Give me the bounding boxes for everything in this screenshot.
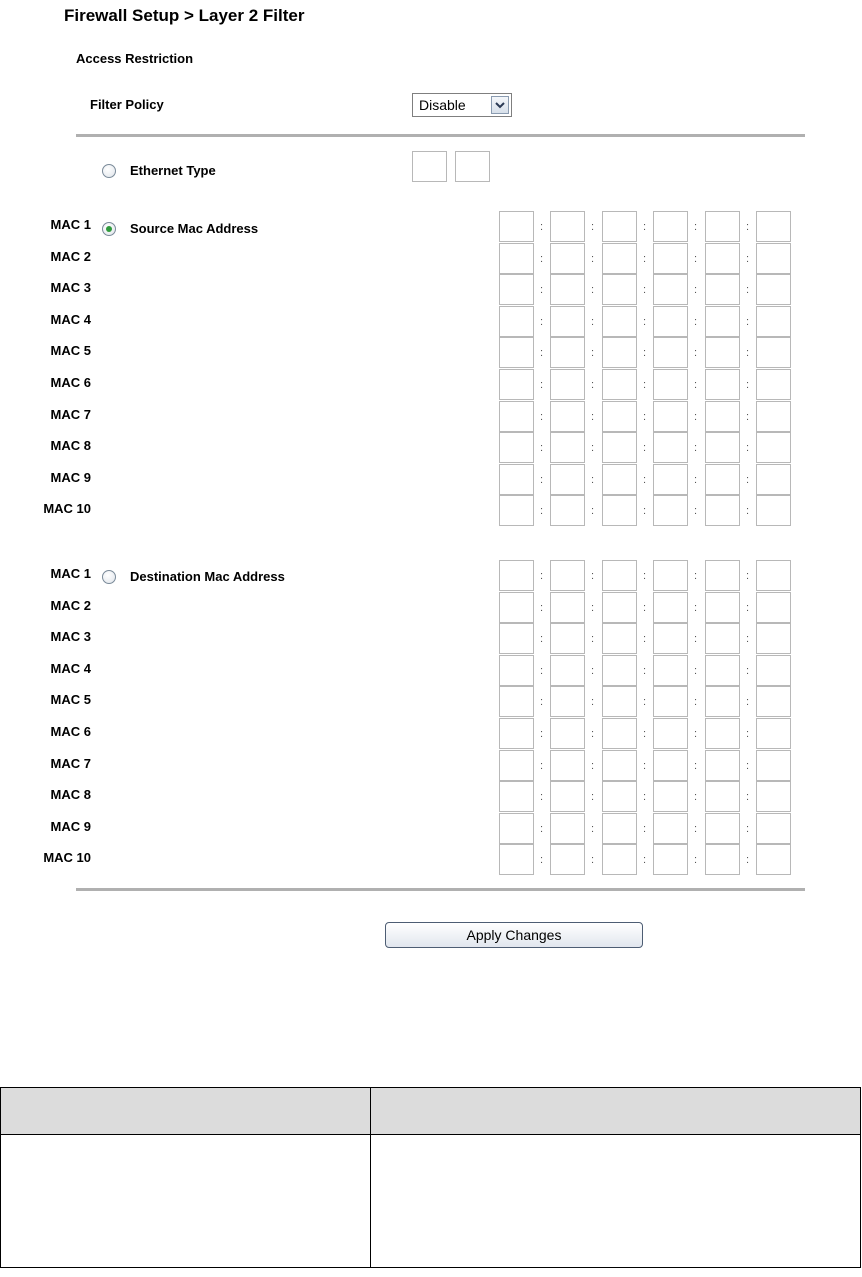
mac-separator: : [643,315,647,328]
source-mac-octet-field[interactable] [602,432,637,463]
mac-label: MAC 1 [50,566,91,581]
mac-separator: : [540,791,544,804]
ethernet-type-field-2[interactable] [455,151,490,182]
destination-mac-octet-field[interactable] [602,781,637,812]
source-mac-octet-field[interactable] [653,211,688,242]
mac-separator: : [540,601,544,614]
mac-separator: : [540,379,544,391]
mac-label: MAC 4 [50,660,91,676]
source-mac-octet-field[interactable] [602,401,637,432]
mac-separator: : [746,696,750,709]
destination-mac-octet-field[interactable] [499,781,534,812]
mac-separator: : [591,473,595,486]
mac-separator: : [591,696,595,709]
mac-separator: : [591,728,595,740]
mac-separator: : [591,284,595,297]
destination-mac-octet-field[interactable] [705,813,740,844]
source-mac-octet-field[interactable] [756,243,791,274]
destination-mac-octet-field[interactable] [550,844,585,875]
destination-mac-octet-field[interactable] [499,623,534,654]
destination-mac-octet-field[interactable] [705,592,740,623]
table-header-cell [371,1088,861,1135]
mac-separator: : [746,664,750,677]
mac-separator: : [643,473,647,486]
mac-label: MAC 3 [50,629,91,645]
destination-mac-octet-field[interactable] [653,844,688,875]
source-mac-label: Source Mac Address [130,221,259,236]
source-mac-octet-field[interactable] [602,306,637,337]
destination-mac-octet-field[interactable] [653,655,688,686]
mac-separator: : [643,570,647,582]
destination-mac-octet-field[interactable] [653,781,688,812]
mac-separator: : [591,570,595,582]
filter-policy-value: Disable [419,97,466,113]
section-title: Access Restriction [76,51,194,66]
source-mac-octet-field[interactable] [653,337,688,368]
mac-separator: : [591,664,595,677]
mac-separator: : [694,221,698,233]
source-mac-octet-field[interactable] [705,211,740,242]
radio-icon[interactable] [102,570,116,584]
mac-separator: : [643,505,647,518]
apply-changes-button[interactable]: Apply Changes [385,922,643,948]
mac-separator: : [540,505,544,518]
destination-mac-octet-field[interactable] [602,592,637,623]
destination-mac-octet-field[interactable] [756,686,791,717]
mac-separator: : [746,759,750,772]
mac-separator: : [643,221,647,233]
destination-mac-octet-field[interactable] [705,750,740,781]
destination-mac-octet-field[interactable] [550,592,585,623]
mac-separator: : [746,315,750,328]
ethernet-type-option[interactable] [102,163,216,178]
mac-label: MAC 8 [50,438,91,454]
source-mac-octet-field[interactable] [499,369,534,400]
destination-mac-octet-field[interactable] [602,560,637,591]
mac-separator: : [643,284,647,297]
ethernet-type-label: Ethernet Type [130,163,216,178]
source-mac-octet-field[interactable] [705,306,740,337]
source-mac-octet-field[interactable] [756,432,791,463]
destination-mac-octet-field[interactable] [653,750,688,781]
source-mac-octet-field[interactable] [550,243,585,274]
mac-label: MAC 1 [50,217,91,232]
source-mac-octet-field[interactable] [705,274,740,305]
mac-separator: : [746,728,750,740]
source-mac-octet-field[interactable] [550,369,585,400]
divider-bottom [76,888,805,891]
mac-separator: : [643,854,647,867]
source-mac-octet-field[interactable] [653,274,688,305]
destination-mac-octet-field[interactable] [602,844,637,875]
destination-mac-octet-field[interactable] [756,813,791,844]
source-mac-octet-field[interactable] [550,211,585,242]
mac-separator: : [694,347,698,360]
mac-label: MAC 8 [50,787,91,803]
mac-separator: : [694,728,698,740]
source-mac-octet-field[interactable] [550,274,585,305]
mac-separator: : [746,601,750,614]
mac-separator: : [643,410,647,423]
page-title: Firewall Setup > Layer 2 Filter [64,6,305,25]
source-mac-octet-field[interactable] [756,495,791,526]
mac-separator: : [591,315,595,328]
mac-separator: : [694,315,698,328]
destination-mac-option[interactable] [102,569,285,584]
mac-separator: : [746,379,750,391]
mac-separator: : [591,347,595,360]
mac-separator: : [540,347,544,360]
source-mac-octet-field[interactable] [499,274,534,305]
mac-separator: : [694,759,698,772]
mac-separator: : [591,854,595,867]
mac-separator: : [694,284,698,297]
destination-mac-octet-field[interactable] [550,813,585,844]
mac-separator: : [540,221,544,233]
mac-separator: : [540,570,544,582]
destination-mac-octet-field[interactable] [499,844,534,875]
destination-mac-octet-field[interactable] [550,560,585,591]
source-mac-octet-field[interactable] [550,464,585,495]
destination-mac-label: Destination Mac Address [130,569,285,584]
mac-separator: : [591,505,595,518]
mac-separator: : [643,379,647,391]
mac-separator: : [643,696,647,709]
mac-separator: : [540,442,544,455]
destination-mac-octet-field[interactable] [602,813,637,844]
source-mac-octet-field[interactable] [602,495,637,526]
mac-label: MAC 6 [50,375,91,390]
source-mac-octet-field[interactable] [550,432,585,463]
source-mac-octet-field[interactable] [756,211,791,242]
table-row [1,1135,861,1268]
mac-separator: : [694,601,698,614]
divider-top [76,134,805,137]
table-cell [1,1135,371,1268]
mac-separator: : [540,664,544,677]
ethernet-type-field-1[interactable] [412,151,447,182]
mac-separator: : [540,854,544,867]
mac-separator: : [746,570,750,582]
chevron-down-icon[interactable] [491,96,509,114]
source-mac-octet-field[interactable] [705,495,740,526]
radio-icon[interactable] [102,222,116,236]
destination-mac-octet-field[interactable] [499,560,534,591]
source-mac-octet-field[interactable] [499,432,534,463]
source-mac-octet-field[interactable] [756,401,791,432]
mac-separator: : [694,696,698,709]
source-mac-octet-field[interactable] [756,274,791,305]
mac-separator: : [540,696,544,709]
destination-mac-octet-field[interactable] [602,655,637,686]
source-mac-octet-field[interactable] [602,211,637,242]
mac-separator: : [746,633,750,646]
mac-separator: : [694,252,698,265]
mac-separator: : [694,410,698,423]
mac-separator: : [643,252,647,265]
destination-mac-octet-field[interactable] [705,686,740,717]
destination-mac-octet-field[interactable] [499,592,534,623]
destination-mac-octet-field[interactable] [756,592,791,623]
mac-separator: : [746,347,750,360]
table-header-cell [1,1088,371,1135]
destination-mac-octet-field[interactable] [653,560,688,591]
destination-mac-octet-field[interactable] [705,844,740,875]
destination-mac-octet-field[interactable] [550,781,585,812]
mac-separator: : [540,728,544,740]
source-mac-octet-field[interactable] [602,464,637,495]
mac-separator: : [643,791,647,804]
destination-mac-octet-field[interactable] [756,844,791,875]
source-mac-octet-field[interactable] [705,401,740,432]
table-header-row [1,1088,861,1135]
source-mac-octet-field[interactable] [550,495,585,526]
description-table [0,1087,861,1268]
source-mac-octet-field[interactable] [653,464,688,495]
source-mac-octet-field[interactable] [756,337,791,368]
destination-mac-octet-field[interactable] [499,813,534,844]
destination-mac-octet-field[interactable] [653,592,688,623]
source-mac-octet-field[interactable] [653,243,688,274]
mac-separator: : [591,442,595,455]
source-mac-octet-field[interactable] [550,401,585,432]
mac-separator: : [591,601,595,614]
destination-mac-octet-field[interactable] [550,718,585,749]
destination-mac-octet-field[interactable] [653,813,688,844]
mac-separator: : [694,379,698,391]
mac-separator: : [694,791,698,804]
destination-mac-octet-field[interactable] [756,781,791,812]
mac-separator: : [694,854,698,867]
destination-mac-octet-field[interactable] [499,686,534,717]
mac-separator: : [643,759,647,772]
mac-separator: : [643,664,647,677]
filter-policy-label: Filter Policy [90,97,164,112]
source-mac-octet-field[interactable] [705,432,740,463]
destination-mac-octet-field[interactable] [653,686,688,717]
destination-mac-octet-field[interactable] [705,560,740,591]
mac-label: MAC 10 [43,501,91,517]
mac-separator: : [694,664,698,677]
source-mac-octet-field[interactable] [653,369,688,400]
destination-mac-octet-field[interactable] [756,560,791,591]
mac-separator: : [591,791,595,804]
source-mac-octet-field[interactable] [602,337,637,368]
mac-separator: : [746,252,750,265]
source-mac-octet-field[interactable] [499,306,534,337]
destination-mac-octet-field[interactable] [602,750,637,781]
destination-mac-octet-field[interactable] [602,718,637,749]
source-mac-octet-field[interactable] [653,495,688,526]
mac-separator: : [746,442,750,455]
mac-separator: : [643,728,647,740]
destination-mac-octet-field[interactable] [705,781,740,812]
destination-mac-octet-field[interactable] [756,750,791,781]
mac-separator: : [694,633,698,646]
radio-icon[interactable] [102,164,116,178]
mac-separator: : [591,410,595,423]
mac-label: MAC 9 [50,469,91,485]
source-mac-octet-field[interactable] [653,401,688,432]
source-mac-octet-field[interactable] [499,401,534,432]
mac-separator: : [746,854,750,867]
mac-separator: : [591,759,595,772]
destination-mac-octet-field[interactable] [653,718,688,749]
mac-label: MAC 10 [43,850,91,866]
source-mac-octet-field[interactable] [756,464,791,495]
mac-separator: : [746,791,750,804]
mac-separator: : [694,442,698,455]
destination-mac-octet-field[interactable] [499,718,534,749]
source-mac-octet-field[interactable] [602,274,637,305]
mac-label: MAC 9 [50,818,91,834]
source-mac-octet-field[interactable] [550,306,585,337]
source-mac-octet-field[interactable] [499,211,534,242]
source-mac-octet-field[interactable] [653,432,688,463]
mac-label: MAC 5 [50,343,91,359]
mac-separator: : [643,633,647,646]
destination-mac-octet-field[interactable] [705,655,740,686]
source-mac-octet-field[interactable] [602,369,637,400]
destination-mac-octet-field[interactable] [653,623,688,654]
mac-separator: : [746,822,750,835]
mac-separator: : [591,379,595,391]
source-mac-octet-field[interactable] [602,243,637,274]
source-mac-octet-field[interactable] [705,243,740,274]
mac-separator: : [540,410,544,423]
mac-separator: : [591,633,595,646]
source-mac-octet-field[interactable] [705,464,740,495]
mac-separator: : [694,473,698,486]
mac-separator: : [694,505,698,518]
radio-selected-dot [106,226,112,232]
mac-separator: : [591,252,595,265]
destination-mac-octet-field[interactable] [550,623,585,654]
destination-mac-octet-field[interactable] [756,623,791,654]
mac-label: MAC 2 [50,597,91,613]
mac-label: MAC 3 [50,280,91,296]
destination-mac-octet-field[interactable] [550,686,585,717]
mac-separator: : [643,442,647,455]
mac-separator: : [746,410,750,423]
mac-label: MAC 5 [50,692,91,708]
source-mac-octet-field[interactable] [499,337,534,368]
source-mac-octet-field[interactable] [756,369,791,400]
mac-separator: : [540,315,544,328]
mac-separator: : [746,221,750,233]
mac-label: MAC 6 [50,724,91,739]
mac-separator: : [591,221,595,233]
mac-separator: : [643,347,647,360]
mac-separator: : [746,284,750,297]
mac-label: MAC 4 [50,311,91,327]
destination-mac-octet-field[interactable] [705,718,740,749]
source-mac-octet-field[interactable] [705,369,740,400]
mac-separator: : [540,284,544,297]
mac-separator: : [746,473,750,486]
destination-mac-octet-field[interactable] [550,750,585,781]
mac-separator: : [643,822,647,835]
source-mac-octet-field[interactable] [705,337,740,368]
destination-mac-octet-field[interactable] [602,686,637,717]
destination-mac-octet-field[interactable] [499,750,534,781]
filter-policy-select[interactable] [412,93,512,117]
mac-separator: : [540,252,544,265]
source-mac-option[interactable] [102,221,258,236]
mac-separator: : [694,570,698,582]
destination-mac-octet-field[interactable] [756,655,791,686]
source-mac-octet-field[interactable] [653,306,688,337]
mac-separator: : [746,505,750,518]
mac-label: MAC 7 [50,755,91,771]
destination-mac-octet-field[interactable] [756,718,791,749]
mac-separator: : [643,601,647,614]
destination-mac-octet-field[interactable] [705,623,740,654]
destination-mac-octet-field[interactable] [550,655,585,686]
mac-separator: : [540,822,544,835]
mac-separator: : [540,759,544,772]
source-mac-octet-field[interactable] [499,495,534,526]
source-mac-octet-field[interactable] [756,306,791,337]
destination-mac-octet-field[interactable] [602,623,637,654]
source-mac-octet-field[interactable] [499,464,534,495]
source-mac-octet-field[interactable] [499,243,534,274]
source-mac-octet-field[interactable] [550,337,585,368]
table-cell [371,1135,861,1268]
mac-separator: : [540,473,544,486]
mac-separator: : [540,633,544,646]
mac-label: MAC 2 [50,248,91,264]
mac-label: MAC 7 [50,406,91,422]
mac-separator: : [694,822,698,835]
destination-mac-octet-field[interactable] [499,655,534,686]
mac-separator: : [591,822,595,835]
